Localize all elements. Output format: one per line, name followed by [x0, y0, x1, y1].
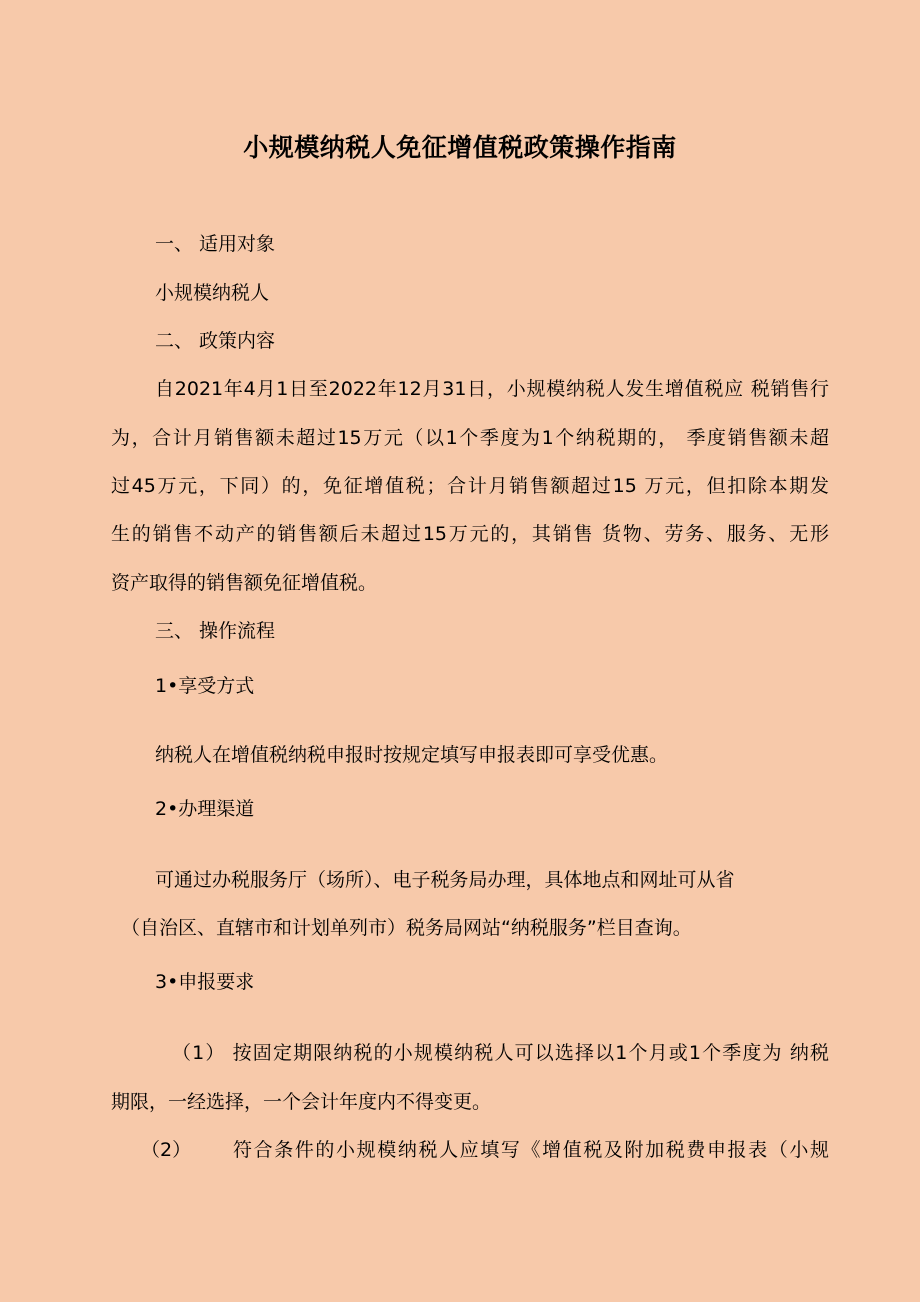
- section-heading-applicable-objects: 一、 适用对象: [155, 233, 276, 255]
- policy-paragraph-line-1: 自2021年4月1日至2022年12月31日，小规模纳税人发生增值税应 税销售行: [155, 378, 829, 400]
- requirement-item-1-line-2: 期限，一经选择，一个会计年度内不得变更。: [111, 1091, 492, 1113]
- channels-text-line-2: （自治区、直辖市和计划单列市）税务局网站“纳税服务”栏目查询。: [121, 917, 692, 939]
- requirement-item-2-number: （2）: [141, 1139, 192, 1161]
- channels-text-line-1: 可通过办税服务厅（场所）、电子税务局办理，具体地点和网址可从省: [155, 869, 735, 891]
- section-heading-policy-content: 二、 政策内容: [155, 330, 276, 352]
- subsection-heading-enjoy-method: 1•享受方式: [155, 675, 255, 697]
- subsection-heading-filing-requirements: 3•申报要求: [155, 971, 255, 993]
- section-heading-operation-process: 三、 操作流程: [155, 620, 276, 642]
- policy-paragraph-line-2: 为，合计月销售额未超过15万元（以1个季度为1个纳税期的， 季度销售额未超: [111, 427, 829, 449]
- policy-paragraph-line-4: 生的销售不动产的销售额后未超过15万元的，其销售 货物、劳务、服务、无形: [111, 523, 829, 545]
- section-text-applicable-objects: 小规模纳税人: [155, 282, 270, 304]
- policy-paragraph-line-5: 资产取得的销售额免征增值税。: [111, 572, 378, 594]
- document-title: 小规模纳税人免征增值税政策操作指南: [243, 133, 677, 162]
- subsection-text-enjoy-method: 纳税人在增值税纳税申报时按规定填写申报表即可享受优惠。: [155, 744, 669, 766]
- policy-paragraph-line-3: 过45万元，下同）的，免征增值税；合计月销售额超过15 万元，但扣除本期发: [111, 475, 829, 497]
- requirement-item-2-line-1: 符合条件的小规模纳税人应填写《增值税及附加税费申报表（小规: [233, 1139, 829, 1161]
- subsection-heading-channels: 2•办理渠道: [155, 798, 255, 820]
- requirement-item-1-line-1: （1） 按固定期限纳税的小规模纳税人可以选择以1个月或1个季度为 纳税: [172, 1042, 829, 1064]
